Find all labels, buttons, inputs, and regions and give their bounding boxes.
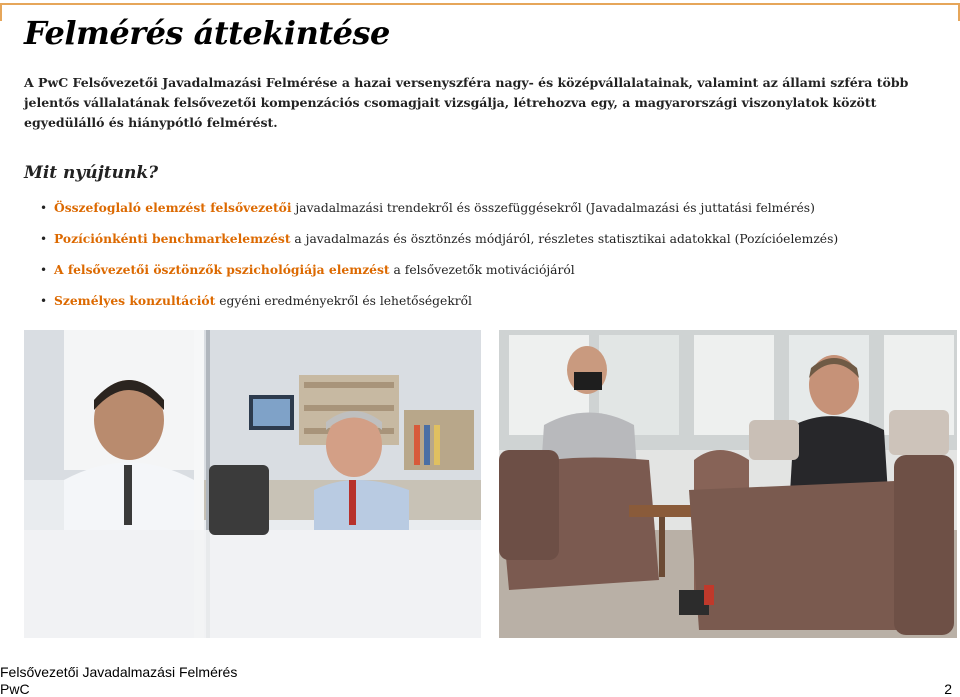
offering-text: a felsővezetők motivációjáról xyxy=(389,263,575,277)
top-left-corner-mark xyxy=(0,3,2,21)
footer-title: Felsővezetői Javadalmazási Felmérés xyxy=(0,664,238,680)
section-subheading: Mit nyújtunk? xyxy=(24,163,159,183)
top-accent-line xyxy=(0,3,960,5)
page-number: 2 xyxy=(944,681,952,697)
intro-paragraph: A PwC Felsővezetői Javadalmazási Felmérése a hazai versenyszféra nagy- és középvállalatainak, valamint az állami szféra több jelentős vállalatának felsővezetői kompenzációs csomagjait vizsgálja, létrehozva egy, a magyarországi viszonylatok között egyedülálló és hiánypótló felmérést. xyxy=(24,75,909,130)
bullet-icon: • xyxy=(40,201,48,215)
page-title: Felmérés áttekintése xyxy=(24,14,390,52)
bullet-icon: • xyxy=(40,294,48,308)
lounge-photo xyxy=(499,330,957,638)
offering-highlight: A felsővezetői ösztönzők pszichológiája elemzést xyxy=(54,262,390,277)
offering-highlight: Személyes konzultációt xyxy=(54,293,216,308)
offering-highlight: Pozíciónkénti benchmarkelemzést xyxy=(54,231,291,246)
offering-item xyxy=(40,260,950,280)
offering-item xyxy=(40,198,950,218)
bullet-icon: • xyxy=(40,263,48,277)
offering-text: javadalmazási trendekről és összefüggésekről (Javadalmazási és juttatási felmérés) xyxy=(291,201,815,215)
offerings-list xyxy=(40,198,950,322)
offering-item xyxy=(40,291,950,311)
offering-text: a javadalmazás és ösztönzés módjáról, részletes statisztikai adatokkal (Pozícióelemzés) xyxy=(290,232,839,246)
bullet-icon: • xyxy=(40,232,48,246)
offering-item xyxy=(40,229,950,249)
offering-highlight: Összefoglaló elemzést felsővezetői xyxy=(54,200,292,215)
offering-text: egyéni eredményekről és lehetőségekről xyxy=(215,294,472,308)
footer-company: PwC xyxy=(0,681,30,697)
office-meeting-photo xyxy=(24,330,481,638)
